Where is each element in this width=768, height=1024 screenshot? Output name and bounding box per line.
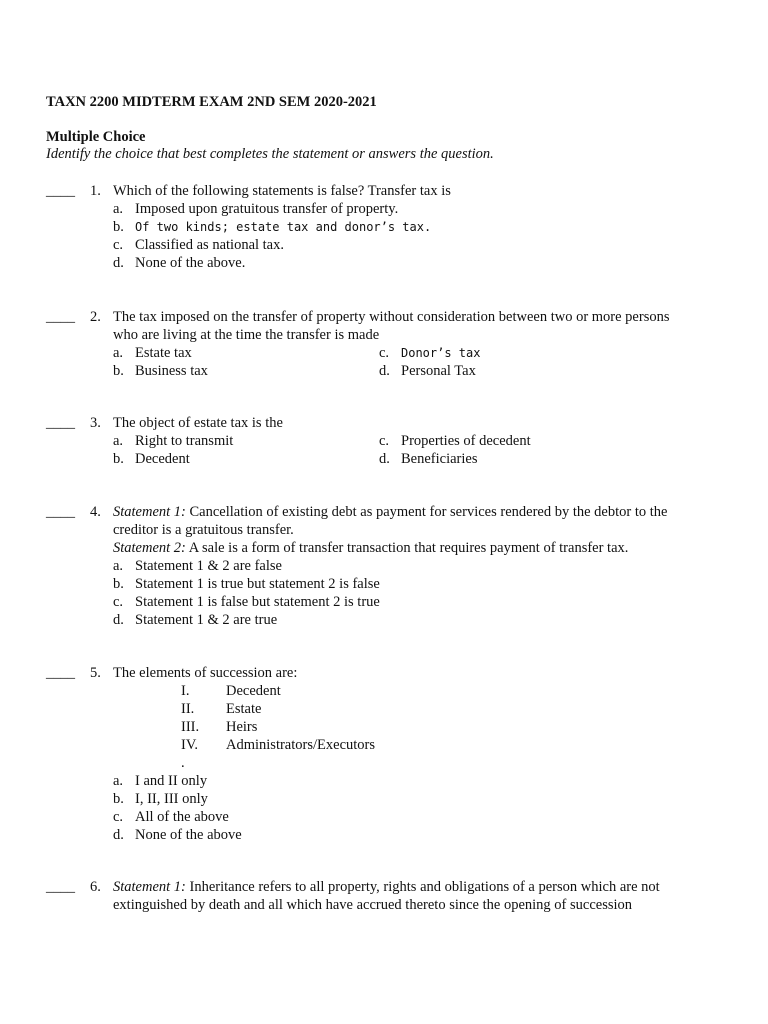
answer-blank[interactable]: ____ (46, 309, 75, 325)
statement-1-continued: creditor is a gratuitous transfer. (113, 522, 294, 538)
statement-2-text: A sale is a form of transfer transaction that requires payment of transfer tax. (185, 540, 629, 556)
question-text-continued: who are living at the time the transfer is made (113, 327, 380, 343)
question-text: The object of estate tax is the (113, 415, 283, 431)
question-number: 4. (90, 504, 101, 520)
statement-1-text: Inheritance refers to all property, rights and obligations of a person which are not (185, 879, 660, 895)
question-3: ____ 3. The object of estate tax is the a. Right to transmit c. Properties of decedent b. Decedent d. Beneficiaries (46, 415, 531, 467)
exam-title: TAXN 2200 MIDTERM EXAM 2ND SEM 2020-2021 (46, 94, 377, 110)
question-text: The elements of succession are: (113, 665, 298, 681)
question-1: ____ 1. Which of the following statements is false? Transfer tax is a. Imposed upon gratuitous transfer of property. b. Of two kinds; estate tax and donor’s tax. c. Classified as national tax. d. None of the above. (46, 183, 451, 271)
statement-1 (113, 878, 660, 896)
statement-1-continued: extinguished by death and all which have accrued thereto since the opening of succession (113, 897, 633, 913)
element-item: I. Decedent (181, 683, 281, 699)
statement-1 (113, 503, 667, 521)
question-5: ____ 5. The elements of succession are: I. Decedent II. Estate III. Heirs IV. Administrators/Executors . a. I and II only b. I, II, III only c. All of the above d. None of the above (46, 664, 746, 844)
question-number: 3. (90, 415, 101, 431)
question-4: ____ 4. Statement 1: Cancellation of existing debt as payment for services rendered by the debtor to the creditor is a gratuitous transfer. Statement 2: A sale is a form of transfer transaction that requires payment of transfer tax. a. Statement 1 & 2 are false b. Statement 1 is true but statement 2 is false c. Statement 1 is false but statement 2 is true d. Statement 1 & 2 are true (46, 504, 668, 628)
answer-blank[interactable]: ____ (46, 183, 75, 199)
answer-blank[interactable]: ____ (46, 879, 75, 895)
question-number: 1. (90, 183, 101, 199)
element-item: III. Heirs (181, 719, 258, 735)
statement-1-text: Cancellation of existing debt as payment for services rendered by the debtor to the (185, 504, 668, 520)
question-number: 6. (90, 879, 101, 895)
stray-dot: . (181, 755, 185, 771)
element-item: II. Estate (181, 701, 262, 717)
answer-blank[interactable]: ____ (46, 665, 75, 681)
instructions: Identify the choice that best completes the statement or answers the question. (46, 146, 494, 162)
statement-2-label: Statement 2: (113, 540, 186, 556)
question-6 (46, 878, 746, 914)
question-text: Which of the following statements is false? Transfer tax is (113, 183, 451, 199)
question-text: The tax imposed on the transfer of property without consideration between two or more persons (113, 309, 670, 325)
question-number: 2. (90, 309, 101, 325)
statement-1-label: Statement 1: (113, 504, 186, 520)
answer-blank[interactable]: ____ (46, 504, 75, 520)
statement-2 (113, 539, 628, 557)
element-item: IV. Administrators/Executors (181, 737, 376, 753)
section-heading: Multiple Choice (46, 129, 146, 145)
answer-blank[interactable]: ____ (46, 415, 75, 431)
question-number: 5. (90, 665, 101, 681)
statement-1-label: Statement 1: (113, 879, 186, 895)
question-2: ____ 2. The tax imposed on the transfer of property without consideration between two or more persons who are living at the time the transfer is made a. Estate tax c. Donor’s tax b. Business tax d. Personal Tax (46, 309, 670, 379)
